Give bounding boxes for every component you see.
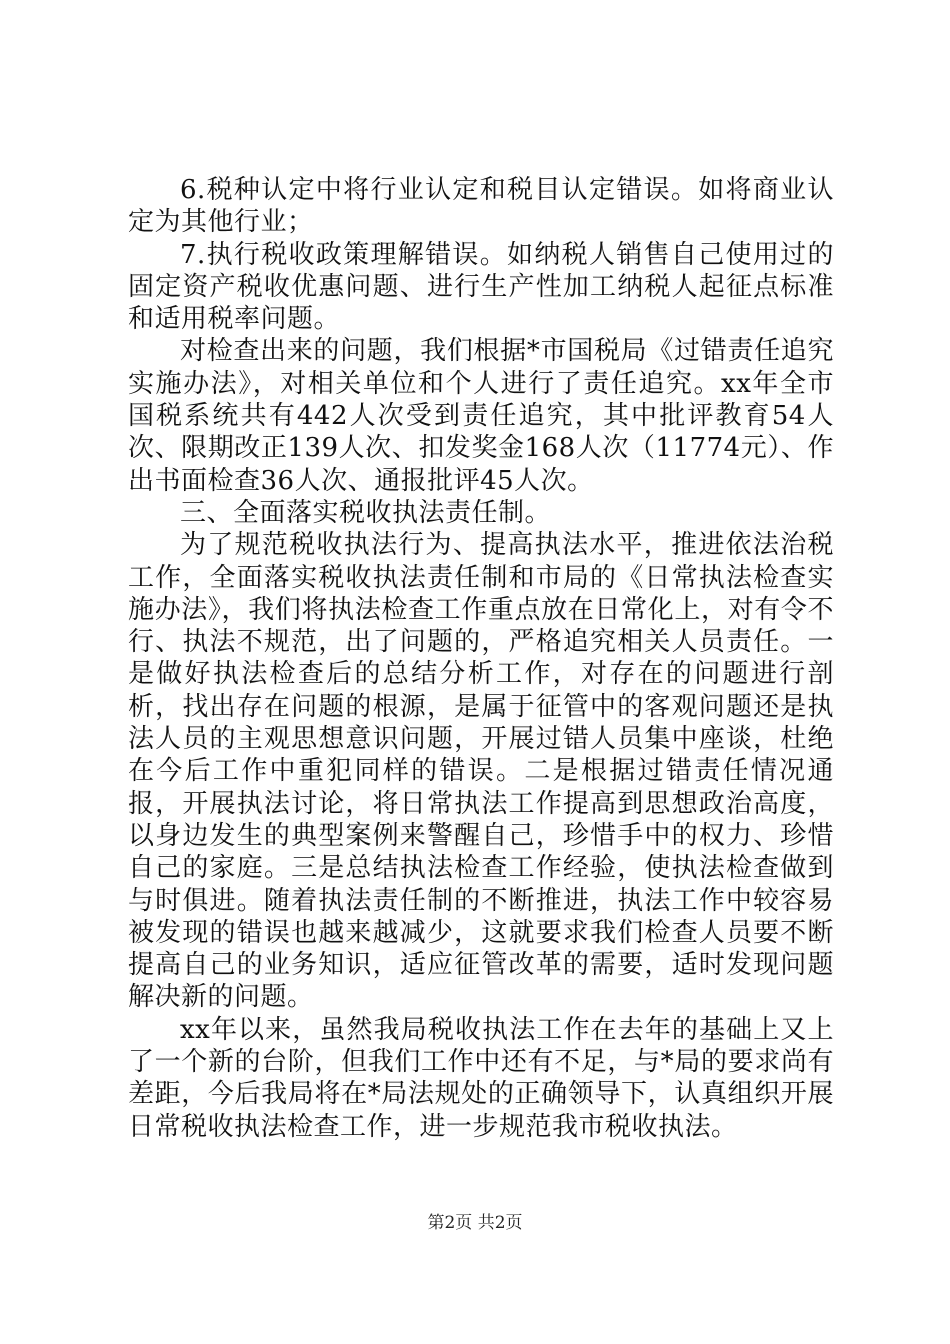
- paragraph-responsibility-system: 为了规范税收执法行为、提高执法水平，推进依法治税工作，全面落实税收执法责任制和市局的《日常执法检查实施办法》，我们将执法检查工作重点放在日常化上，对有令不行、执法不规范，出了问题的，严格追究相关人员责任。一是做好执法检查后的总结分析工作，对存在的问题进行剖析，找出存在问题的根源，是属于征管中的客观问题还是执法人员的主观思想意识问题，开展过错人员集中座谈，杜绝在今后工作中重犯同样的错误。二是根据过错责任情况通报，开展执法讨论，将日常执法工作提高到思想政治高度，以身边发生的典型案例来警醒自己，珍惜手中的权力、珍惜自己的家庭。三是总结执法检查工作经验，使执法检查做到与时俱进。随着执法责任制的不断推进，执法工作中较容易被发现的错误也越来越减少，这就要求我们检查人员要不断提高自己的业务知识，适应征管改革的需要，适时发现问题解决新的问题。: [128, 530, 834, 1013]
- paragraph-accountability: 对检查出来的问题，我们根据*市国税局《过错责任追究实施办法》，对相关单位和个人进行了责任追究。xx年全市国税系统共有442人次受到责任追究，其中批评教育54人次、限期改正139人次、扣发奖金168人次（11774元）、作出书面检查36人次、通报批评45人次。: [128, 336, 834, 496]
- section-heading-3: 三、全面落实税收执法责任制。: [180, 497, 552, 528]
- paragraph-item-7: 7.执行税收政策理解错误。如纳税人销售自己使用过的固定资产税收优惠问题、进行生产性加工纳税人起征点标准和适用税率问题。: [128, 239, 834, 335]
- page-number-footer: 第2页 共2页: [427, 1213, 523, 1233]
- paragraph-item-6: 6.税种认定中将行业认定和税目认定错误。如将商业认定为其他行业；: [128, 175, 834, 238]
- document-body: [128, 174, 834, 1143]
- paragraph-conclusion: xx年以来，虽然我局税收执法工作在去年的基础上又上了一个新的台阶，但我们工作中还有不足，与*局的要求尚有差距，今后我局将在*局法规处的正确领导下，认真组织开展日常税收执法检查工作，进一步规范我市税收执法。: [128, 1014, 834, 1142]
